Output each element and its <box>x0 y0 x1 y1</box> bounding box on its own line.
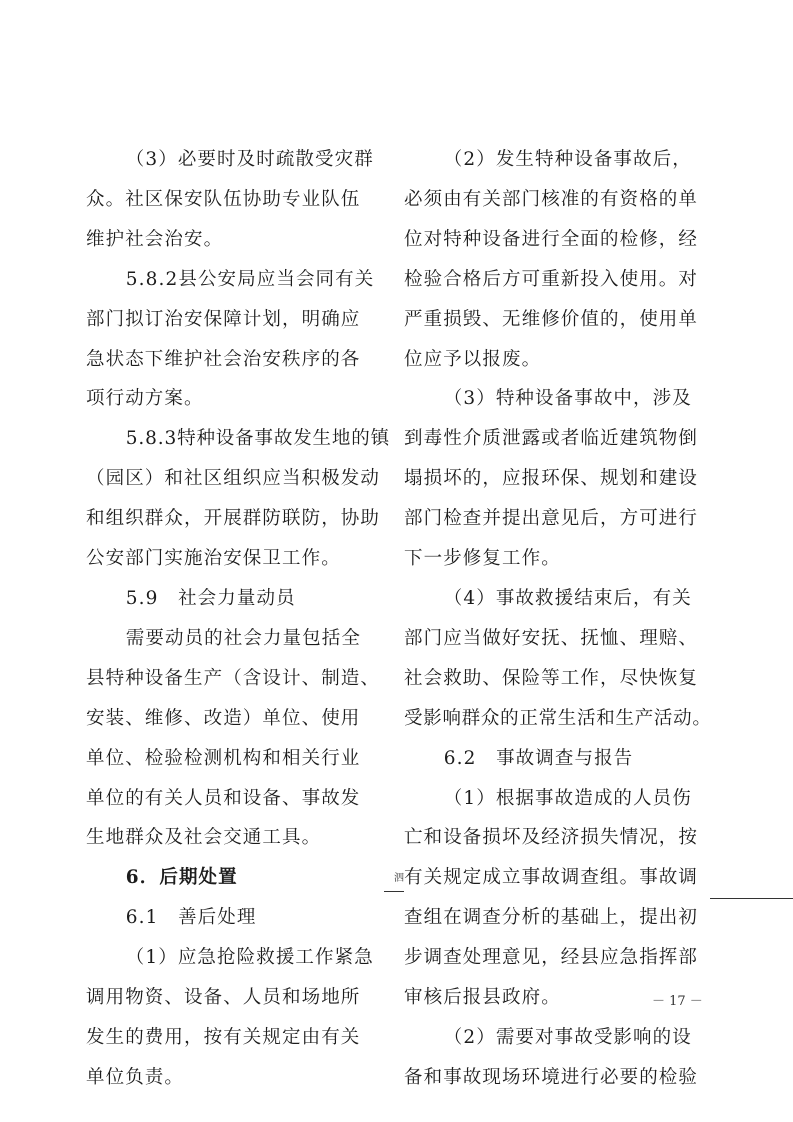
text-line: （1）根据事故造成的人员伤 <box>443 787 692 809</box>
text-line: 审核后报县政府。 <box>404 987 561 1009</box>
margin-mark: 泗 <box>394 873 404 884</box>
text-line: 和组织群众，开展群防联防，协助 <box>86 508 381 530</box>
text-line: 有关规定成立事故调查组。事故调 <box>404 867 699 889</box>
left-column-paragraph <box>86 579 390 619</box>
text-line: 县特种设备生产（含设计、制造、 <box>86 667 381 689</box>
text-line: 部门拟订治安保障计划，明确应 <box>86 308 361 330</box>
right-column-paragraph <box>404 579 712 739</box>
right-column-paragraph <box>404 779 712 1018</box>
text-line: （2）发生特种设备事故后， <box>443 149 692 170</box>
text-line: 发生的费用，按有关规定由有关 <box>86 1026 361 1048</box>
text-line: 5.9 社会力量动员 <box>125 587 296 609</box>
left-column-paragraph <box>86 140 390 260</box>
text-line: 公安部门实施治安保卫工作。 <box>86 548 341 570</box>
text-line: 部门应当做好安抚、抚恤、理赔、 <box>404 627 699 649</box>
left-column <box>86 140 390 1098</box>
text-line: 6．后期处置 <box>125 867 238 889</box>
text-line: 众。社区保安队伍协助专业队伍 <box>86 188 361 210</box>
text-line: 受影响群众的正常生活和生产活动。 <box>404 707 712 729</box>
text-line: 查组在调查分析的基础上，提出初 <box>404 907 699 929</box>
text-line: 安装、维修、改造）单位、使用 <box>86 707 361 729</box>
left-column-paragraph <box>86 619 390 858</box>
text-line: （4）事故救援结束后，有关 <box>443 587 692 609</box>
margin-rule <box>710 898 793 899</box>
text-line: 步调查处理意见，经县应急指挥部 <box>404 947 699 969</box>
right-column-paragraph <box>404 140 712 379</box>
text-line: 项行动方案。 <box>86 388 204 410</box>
text-line: 下一步修复工作。 <box>404 548 561 570</box>
left-column-paragraph <box>86 858 390 898</box>
text-line: 严重损毁、无维修价值的，使用单 <box>404 308 699 330</box>
text-line: 必须由有关部门核准的有资格的单 <box>404 188 699 210</box>
page-number: － 17 － <box>652 994 703 1009</box>
right-column-paragraph <box>404 739 712 779</box>
right-column <box>404 140 712 1098</box>
right-column-paragraph <box>404 1018 712 1098</box>
left-column-paragraph <box>86 260 390 420</box>
text-line: 单位负责。 <box>86 1066 185 1088</box>
text-line: 5.8.2县公安局应当会同有关 <box>125 268 375 290</box>
text-line: 单位的有关人员和设备、事故发 <box>86 787 361 809</box>
text-line: 6.2 事故调查与报告 <box>443 747 634 769</box>
text-line: 生地群众及社会交通工具。 <box>86 827 322 849</box>
text-line: 5.8.3特种设备事故发生地的镇 <box>125 428 390 450</box>
text-line: 6.1 善后处理 <box>125 907 257 929</box>
text-line: 位对特种设备进行全面的检修，经 <box>404 228 699 250</box>
text-line: 塌损坏的，应报环保、规划和建设 <box>404 468 699 490</box>
text-line: 检验合格后方可重新投入使用。对 <box>404 268 699 290</box>
text-line: （园区）和社区组织应当积极发动 <box>86 468 381 490</box>
left-column-paragraph <box>86 938 390 1098</box>
left-column-paragraph <box>86 898 390 938</box>
text-line: （3）特种设备事故中，涉及 <box>443 388 692 410</box>
text-line: 需要动员的社会力量包括全 <box>125 627 361 649</box>
text-line: 急状态下维护社会治安秩序的各 <box>86 348 361 370</box>
text-line: 部门检查并提出意见后，方可进行 <box>404 508 699 530</box>
text-line: （2）需要对事故受影响的设 <box>443 1026 692 1048</box>
text-line: 调用物资、设备、人员和场地所 <box>86 987 361 1009</box>
margin-dash <box>384 891 404 892</box>
text-line: （3）必要时及时疏散受灾群 <box>125 149 374 170</box>
text-line: 亡和设备损坏及经济损失情况，按 <box>404 827 699 849</box>
text-line: 维护社会治安。 <box>86 228 224 250</box>
right-column-paragraph <box>404 379 712 579</box>
left-column-paragraph <box>86 419 390 579</box>
text-line: 社会救助、保险等工作，尽快恢复 <box>404 667 699 689</box>
text-line: 到毒性介质泄露或者临近建筑物倒 <box>404 428 699 450</box>
text-line: （1）应急抢险救援工作紧急 <box>125 947 374 969</box>
text-line: 备和事故现场环境进行必要的检验 <box>404 1066 699 1088</box>
text-line: 位应予以报废。 <box>404 348 542 370</box>
text-line: 单位、检验检测机构和相关行业 <box>86 747 361 769</box>
